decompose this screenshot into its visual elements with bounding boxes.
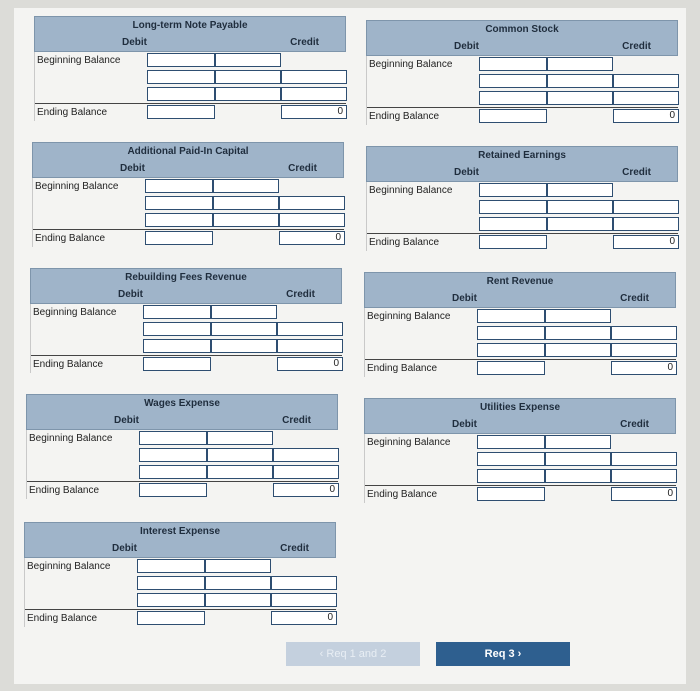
entry-row (35, 69, 346, 86)
t-account-header (26, 394, 338, 430)
t-account-header (364, 272, 676, 308)
ending-debit-input[interactable] (139, 483, 207, 497)
debit-amount-input[interactable] (139, 431, 207, 445)
debit-heading: Debit (118, 289, 143, 300)
t-account-additional-paid-in-capital (32, 142, 344, 247)
credit-amount-input[interactable] (547, 74, 613, 88)
beginning-balance-row (31, 304, 342, 321)
ending-balance-row (33, 229, 344, 247)
debit-amount-input[interactable] (477, 435, 545, 449)
credit-amount-input[interactable] (273, 448, 339, 462)
debit-amount-input[interactable] (477, 309, 545, 323)
t-account-title: Wages Expense (144, 398, 220, 409)
beginning-balance-row (367, 56, 678, 73)
ending-balance-row (31, 355, 342, 373)
ending-credit-value: 0 (613, 109, 679, 123)
beginning-balance-row (367, 182, 678, 199)
debit-heading: Debit (120, 163, 145, 174)
credit-heading: Credit (280, 543, 309, 554)
credit-amount-input[interactable] (281, 70, 347, 84)
credit-heading: Credit (622, 167, 651, 178)
t-account-title: Long-term Note Payable (132, 20, 248, 31)
credit-amount-input[interactable] (547, 200, 613, 214)
entry-row (33, 212, 344, 229)
ending-debit-input[interactable] (479, 235, 547, 249)
ending-credit-value: 0 (273, 483, 339, 497)
beginning-balance-row (35, 52, 346, 69)
entry-row (367, 90, 678, 107)
ending-balance-row (27, 481, 338, 499)
ending-balance-row (367, 233, 678, 251)
credit-amount-input[interactable] (281, 87, 347, 101)
ending-balance-row (35, 103, 346, 121)
credit-heading: Credit (290, 37, 319, 48)
debit-amount-input[interactable] (145, 196, 213, 210)
debit-amount-input[interactable] (477, 343, 545, 357)
credit-amount-input[interactable] (277, 339, 343, 353)
entry-row (27, 447, 338, 464)
ending-balance-label: Ending Balance (367, 489, 438, 500)
beginning-balance-row (365, 434, 676, 451)
t-account-header (34, 16, 346, 52)
credit-heading: Credit (622, 41, 651, 52)
beginning-balance-label: Beginning Balance (29, 433, 113, 444)
credit-amount-input[interactable] (545, 326, 611, 340)
t-account-title: Interest Expense (139, 526, 221, 537)
credit-amount-input[interactable] (611, 469, 677, 483)
ending-credit-value: 0 (611, 487, 677, 501)
credit-amount-input[interactable] (545, 435, 611, 449)
debit-amount-input[interactable] (143, 339, 211, 353)
debit-heading: Debit (122, 37, 147, 48)
credit-amount-input[interactable] (613, 200, 679, 214)
t-account-header (24, 522, 336, 558)
debit-amount-input[interactable] (139, 465, 207, 479)
credit-amount-input[interactable] (211, 339, 277, 353)
ending-debit-input[interactable] (477, 361, 545, 375)
debit-amount-input[interactable] (479, 217, 547, 231)
t-account-utilities-expense (364, 398, 676, 503)
credit-amount-input[interactable] (547, 183, 613, 197)
entry-row (31, 338, 342, 355)
debit-amount-input[interactable] (477, 469, 545, 483)
credit-amount-input[interactable] (213, 179, 279, 193)
entry-row (25, 592, 336, 609)
entry-row (367, 73, 678, 90)
debit-heading: Debit (452, 293, 477, 304)
credit-amount-input[interactable] (211, 322, 277, 336)
credit-amount-input[interactable] (207, 431, 273, 445)
credit-amount-input[interactable] (545, 452, 611, 466)
credit-amount-input[interactable] (211, 305, 277, 319)
beginning-balance-row (25, 558, 336, 575)
debit-heading: Debit (112, 543, 137, 554)
previous-requirement-button[interactable]: ‹ Req 1 and 2 (286, 642, 420, 666)
credit-amount-input[interactable] (205, 593, 271, 607)
debit-amount-input[interactable] (479, 200, 547, 214)
ending-balance-row (25, 609, 336, 627)
ending-balance-row (365, 359, 676, 377)
beginning-balance-row (33, 178, 344, 195)
entry-row (31, 321, 342, 338)
credit-amount-input[interactable] (547, 217, 613, 231)
ending-balance-label: Ending Balance (369, 237, 440, 248)
entry-row (27, 464, 338, 481)
ending-debit-input[interactable] (145, 231, 213, 245)
debit-amount-input[interactable] (137, 559, 205, 573)
t-account-title: Rent Revenue (486, 276, 554, 287)
credit-heading: Credit (620, 293, 649, 304)
credit-amount-input[interactable] (611, 343, 677, 357)
credit-amount-input[interactable] (277, 322, 343, 336)
debit-amount-input[interactable] (479, 57, 547, 71)
worksheet-panel (14, 8, 686, 684)
debit-amount-input[interactable] (479, 91, 547, 105)
debit-heading: Debit (454, 167, 479, 178)
entry-row (35, 86, 346, 103)
ending-debit-input[interactable] (477, 487, 545, 501)
credit-amount-input[interactable] (611, 326, 677, 340)
t-account-title: Common Stock (485, 24, 559, 35)
t-account-title: Retained Earnings (478, 150, 566, 161)
ending-debit-input[interactable] (137, 611, 205, 625)
ending-balance-label: Ending Balance (35, 233, 106, 244)
ending-debit-input[interactable] (479, 109, 547, 123)
credit-amount-input[interactable] (205, 576, 271, 590)
beginning-balance-row (27, 430, 338, 447)
t-account-header (30, 268, 342, 304)
t-account-title: Utilities Expense (479, 402, 561, 413)
t-account-interest-expense (24, 522, 336, 627)
credit-amount-input[interactable] (271, 576, 337, 590)
beginning-balance-label: Beginning Balance (37, 55, 121, 66)
credit-amount-input[interactable] (215, 70, 281, 84)
t-account-header (364, 398, 676, 434)
ending-balance-label: Ending Balance (33, 359, 104, 370)
ending-credit-value: 0 (611, 361, 677, 375)
t-account-retained-earnings (366, 146, 678, 251)
t-account-header (32, 142, 344, 178)
credit-amount-input[interactable] (613, 91, 679, 105)
beginning-balance-label: Beginning Balance (33, 307, 117, 318)
t-account-header (366, 146, 678, 182)
t-account-common-stock (366, 20, 678, 125)
debit-heading: Debit (454, 41, 479, 52)
ending-debit-input[interactable] (143, 357, 211, 371)
credit-heading: Credit (620, 419, 649, 430)
t-account-rent-revenue (364, 272, 676, 377)
debit-amount-input[interactable] (145, 213, 213, 227)
credit-amount-input[interactable] (273, 465, 339, 479)
credit-amount-input[interactable] (545, 343, 611, 357)
t-account-long-term-note-payable (34, 16, 346, 121)
ending-balance-label: Ending Balance (367, 363, 438, 374)
ending-credit-value: 0 (613, 235, 679, 249)
debit-amount-input[interactable] (139, 448, 207, 462)
t-account-title: Additional Paid-In Capital (127, 146, 249, 157)
entry-row (365, 342, 676, 359)
debit-amount-input[interactable] (145, 179, 213, 193)
entry-row (33, 195, 344, 212)
debit-amount-input[interactable] (143, 322, 211, 336)
beginning-balance-label: Beginning Balance (27, 561, 111, 572)
ending-credit-value: 0 (271, 611, 337, 625)
beginning-balance-label: Beginning Balance (35, 181, 119, 192)
credit-heading: Credit (288, 163, 317, 174)
credit-amount-input[interactable] (215, 53, 281, 67)
entry-row (367, 199, 678, 216)
credit-amount-input[interactable] (613, 74, 679, 88)
credit-amount-input[interactable] (213, 196, 279, 210)
ending-debit-input[interactable] (147, 105, 215, 119)
credit-amount-input[interactable] (207, 448, 273, 462)
credit-amount-input[interactable] (545, 309, 611, 323)
beginning-balance-row (365, 308, 676, 325)
credit-amount-input[interactable] (271, 593, 337, 607)
beginning-balance-label: Beginning Balance (369, 185, 453, 196)
ending-credit-value: 0 (277, 357, 343, 371)
debit-amount-input[interactable] (479, 74, 547, 88)
entry-row (25, 575, 336, 592)
credit-amount-input[interactable] (215, 87, 281, 101)
t-account-rebuilding-fees-revenue (30, 268, 342, 373)
ending-balance-label: Ending Balance (37, 107, 108, 118)
debit-heading: Debit (452, 419, 477, 430)
entry-row (367, 216, 678, 233)
credit-amount-input[interactable] (205, 559, 271, 573)
ending-credit-value: 0 (279, 231, 345, 245)
debit-amount-input[interactable] (477, 326, 545, 340)
ending-balance-row (365, 485, 676, 503)
ending-balance-row (367, 107, 678, 125)
entry-row (365, 325, 676, 342)
credit-heading: Credit (286, 289, 315, 300)
credit-amount-input[interactable] (547, 91, 613, 105)
credit-amount-input[interactable] (279, 196, 345, 210)
debit-heading: Debit (114, 415, 139, 426)
t-account-wages-expense (26, 394, 338, 499)
entry-row (365, 468, 676, 485)
entry-row (365, 451, 676, 468)
ending-balance-label: Ending Balance (29, 485, 100, 496)
ending-balance-label: Ending Balance (369, 111, 440, 122)
t-account-header (366, 20, 678, 56)
debit-amount-input[interactable] (143, 305, 211, 319)
t-account-title: Rebuilding Fees Revenue (125, 272, 247, 283)
debit-amount-input[interactable] (137, 576, 205, 590)
beginning-balance-label: Beginning Balance (367, 311, 451, 322)
debit-amount-input[interactable] (147, 53, 215, 67)
ending-balance-label: Ending Balance (27, 613, 98, 624)
debit-amount-input[interactable] (147, 70, 215, 84)
credit-amount-input[interactable] (545, 469, 611, 483)
beginning-balance-label: Beginning Balance (369, 59, 453, 70)
credit-heading: Credit (282, 415, 311, 426)
credit-amount-input[interactable] (213, 213, 279, 227)
credit-amount-input[interactable] (279, 213, 345, 227)
next-requirement-button[interactable]: Req 3 › (436, 642, 570, 666)
debit-amount-input[interactable] (477, 452, 545, 466)
credit-amount-input[interactable] (207, 465, 273, 479)
beginning-balance-label: Beginning Balance (367, 437, 451, 448)
credit-amount-input[interactable] (611, 452, 677, 466)
debit-amount-input[interactable] (479, 183, 547, 197)
credit-amount-input[interactable] (547, 57, 613, 71)
credit-amount-input[interactable] (613, 217, 679, 231)
ending-credit-value: 0 (281, 105, 347, 119)
debit-amount-input[interactable] (137, 593, 205, 607)
debit-amount-input[interactable] (147, 87, 215, 101)
